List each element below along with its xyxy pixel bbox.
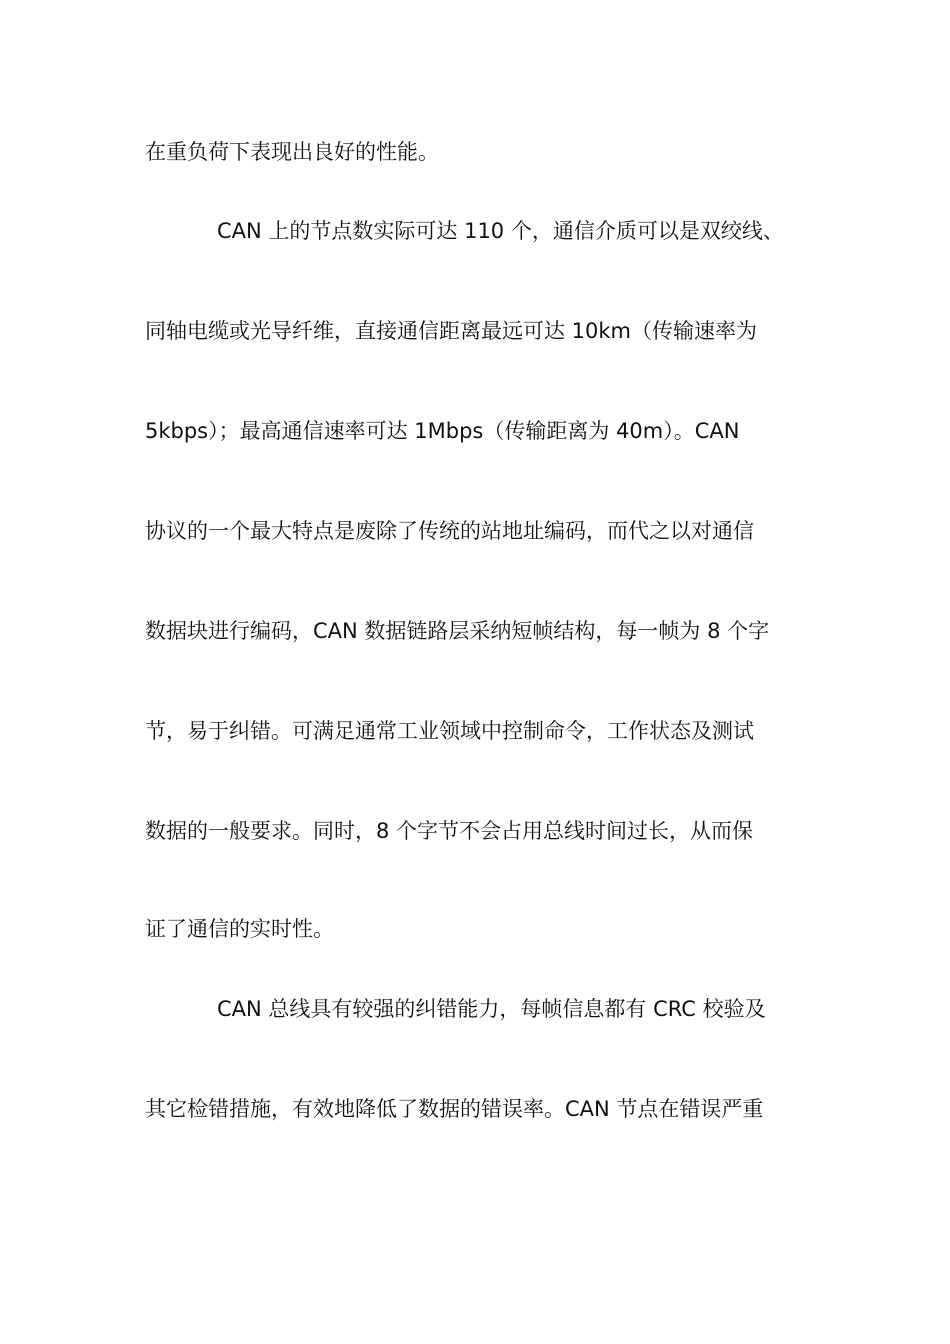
paragraph-line: 同轴电缆或光导纤维，直接通信距离最远可达 10km（传输速率为 bbox=[145, 319, 758, 343]
paragraph-line: 证了通信的实时性。 bbox=[145, 917, 334, 941]
paragraph-line: 在重负荷下表现出良好的性能。 bbox=[145, 140, 439, 164]
paragraph-line: CAN 上的节点数实际可达 110 个，通信介质可以是双绞线、 bbox=[217, 219, 784, 243]
paragraph-line: 其它检错措施，有效地降低了数据的错误率。CAN 节点在错误严重 bbox=[145, 1097, 764, 1121]
paragraph-line: 节，易于纠错。可满足通常工业领域中控制命令，工作状态及测试 bbox=[145, 719, 754, 743]
paragraph-line: 数据块进行编码，CAN 数据链路层采纳短帧结构，每一帧为 8 个字 bbox=[145, 619, 770, 643]
paragraph-line: 5kbps）；最高通信速率可达 1Mbps（传输距离为 40m）。CAN bbox=[145, 419, 740, 443]
paragraph-line: 协议的一个最大特点是废除了传统的站地址编码，而代之以对通信 bbox=[145, 519, 754, 543]
paragraph-line: CAN 总线具有较强的纠错能力，每帧信息都有 CRC 校验及 bbox=[217, 997, 766, 1021]
paragraph-line: 数据的一般要求。同时，8 个字节不会占用总线时间过长，从而保 bbox=[145, 819, 754, 843]
